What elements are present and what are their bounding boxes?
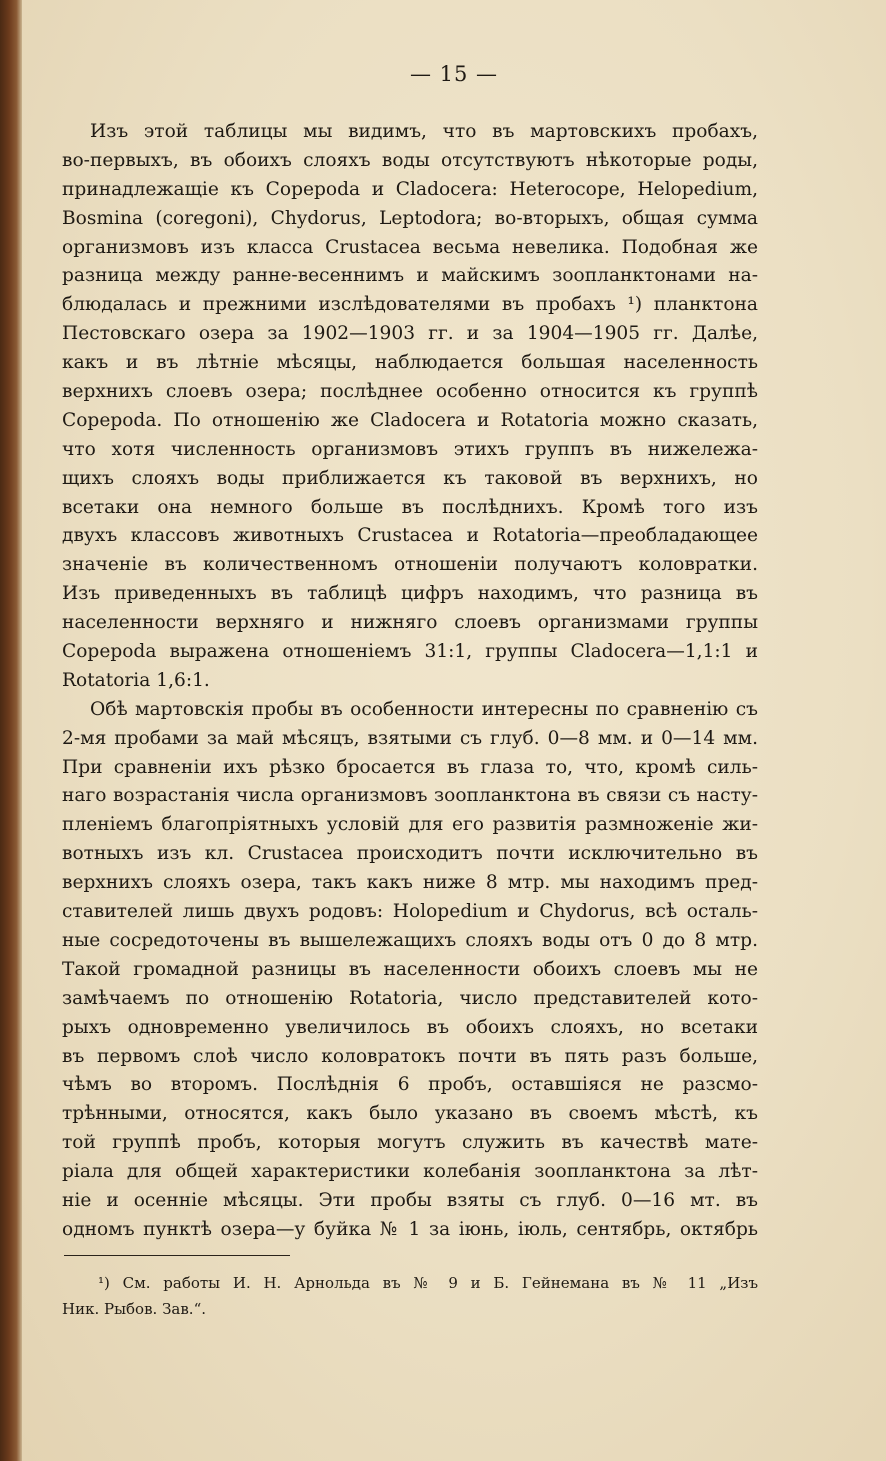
text-line: верхнихъ слояхъ озера, такъ какъ ниже 8 мтр. мы находимъ пред- [62,872,758,894]
text-line: ставителей лишь двухъ родовъ: Holopedium и Chydorus, всѣ осталь- [62,901,758,923]
text-line: Copepoda. По отношенію же Cladocera и Rotatoria можно сказать, [62,409,758,431]
text-line: рыхъ одновременно увеличилось въ обоихъ слояхъ, но всетаки [62,1016,758,1038]
text-line: Bosmina (coregoni), Chydorus, Leptodora; во-вторыхъ, общая сумма [62,207,758,229]
text-line: При сравненіи ихъ рѣзко бросается въ глаза то, что, кромѣ силь- [62,756,758,778]
text-line: замѣчаемъ по отношенію Rotatoria, число представителей кото- [62,987,758,1009]
paragraph-1 [62,118,758,696]
text-line: Пестовскаго озера за 1902—1903 гг. и за 1904—1905 гг. Далѣе, [62,323,758,345]
paragraph-2 [62,696,758,1245]
text-line: разница между ранне-весеннимъ и майскимъ зоопланктонами на- [62,265,758,287]
text-line: пленіемъ благопріятныхъ условій для его развитія размноженіе жи- [62,814,758,836]
text-line: значеніе въ количественномъ отношеніи получаютъ коловратки. [62,554,758,576]
text-line: блюдалась и прежними изслѣдователями въ пробахъ ¹) планктона [62,294,758,316]
footnote-line: Ник. Рыбов. Зав.“. [62,1300,207,1318]
footnote [62,1270,758,1322]
text-line: щихъ слояхъ воды приближается къ таковой въ верхнихъ, но [62,467,758,489]
footnote-line: ¹) См. работы И. Н. Арнольда въ № 9 и Б. Гейнемана въ № 11 „Изъ [98,1274,758,1292]
text-line: въ первомъ слоѣ число коловратокъ почти въ пять разъ больше, [62,1045,758,1067]
book-binding-edge [0,0,22,1461]
text-line: вотныхъ изъ кл. Crustacea происходитъ почти исключительно въ [62,843,758,865]
text-line: какъ и въ лѣтніе мѣсяцы, наблюдается большая населенность [62,352,758,374]
text-line: Rotatoria 1,6:1. [62,669,210,691]
text-line: одномъ пунктѣ озера—у буйка № 1 за іюнь, іюль, сентябрь, октябрь [62,1218,758,1240]
text-line: населенности верхняго и нижняго слоевъ организмами группы [62,612,758,634]
text-line: всетаки она немного больше въ послѣднихъ. Кромѣ того изъ [62,496,758,518]
text-line: ріала для общей характеристики колебанія зоопланктона за лѣт- [62,1161,758,1183]
text-line: ные сосредоточены въ вышележащихъ слояхъ воды отъ 0 до 8 мтр. [62,929,758,951]
text-line: Изъ этой таблицы мы видимъ, что въ мартовскихъ пробахъ, [90,121,758,142]
text-line: организмовъ изъ класса Crustacea весьма невелика. Подобная же [62,236,758,258]
text-line: Copepoda выражена отношеніемъ 31:1, группы Cladocera—1,1:1 и [62,641,758,663]
text-line: 2-мя пробами за май мѣсяцъ, взятыми съ глуб. 0—8 мм. и 0—14 мм. [62,727,758,749]
text-line: Такой громадной разницы въ населенности обоихъ слоевъ мы не [62,958,758,980]
text-line: чѣмъ во второмъ. Послѣднія 6 пробъ, оставшіяся не разсмо- [62,1074,758,1096]
text-line: трѣнными, относятся, какъ было указано въ своемъ мѣстѣ, къ [62,1103,758,1125]
text-line: той группѣ пробъ, которыя могутъ служить въ качествѣ мате- [62,1132,758,1154]
book-page [22,0,886,1461]
text-line: принадлежащіе къ Copepoda и Cladocera: Heterocope, Helopedium, [62,178,758,200]
text-line: наго возрастанія числа организмовъ зоопланктона въ связи съ насту- [62,785,758,807]
footnote-divider [64,1255,290,1256]
text-line: Обѣ мартовскія пробы въ особенности интересны по сравненію съ [90,698,758,720]
body-text [62,118,758,1245]
page-number: — 15 — [409,62,499,86]
text-line: что хотя численность организмовъ этихъ группъ въ нижележа- [62,438,758,460]
text-line: ніе и осенніе мѣсяцы. Эти пробы взяты съ глуб. 0—16 мт. въ [62,1189,758,1211]
text-line: Изъ приведенныхъ въ таблицѣ цифръ находимъ, что разница въ [62,583,758,605]
text-line: двухъ классовъ животныхъ Crustacea и Rotatoria—преобладающее [62,525,758,547]
text-line: во-первыхъ, въ обоихъ слояхъ воды отсутствуютъ нѣкоторые роды, [62,149,758,171]
text-line: верхнихъ слоевъ озера; послѣднее особенно относится къ группѣ [62,381,758,403]
